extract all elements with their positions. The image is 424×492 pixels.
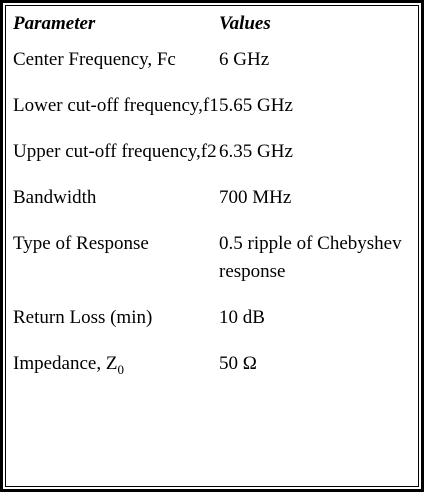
parameter-cell: Center Frequency, Fc — [13, 49, 176, 70]
parameter-subscript: 0 — [117, 361, 124, 377]
value-cell: 0.5 ripple of Chebyshev response — [219, 233, 402, 282]
value-cell: 10 dB — [219, 307, 265, 328]
table-row — [13, 46, 413, 92]
parameter-cell — [13, 350, 219, 378]
value-cell: 50 Ω — [219, 353, 257, 374]
table-row — [13, 92, 413, 138]
parameter-cell: Upper cut-off frequency,f2 — [13, 141, 217, 162]
table-row — [13, 304, 413, 350]
table-header-row — [13, 10, 413, 46]
header-values: Values — [219, 13, 271, 34]
value-cell: 700 MHz — [219, 187, 292, 208]
parameter-cell: Bandwidth — [13, 187, 97, 208]
parameter-cell: Lower cut-off frequency,f1 — [13, 95, 219, 116]
table-row — [13, 230, 413, 304]
table-row — [13, 184, 413, 230]
value-cell: 5.65 GHz — [219, 95, 293, 116]
parameter-cell: Type of Response — [13, 233, 149, 254]
header-parameter: Parameter — [13, 13, 96, 34]
value-cell: 6 GHz — [219, 49, 270, 70]
parameter-cell: Return Loss (min) — [13, 307, 153, 328]
table-row — [13, 138, 413, 184]
parameter-text: Impedance, Z — [13, 353, 118, 374]
table-row — [13, 350, 413, 378]
parameter-table — [13, 10, 413, 378]
value-cell: 6.35 GHz — [219, 141, 293, 162]
